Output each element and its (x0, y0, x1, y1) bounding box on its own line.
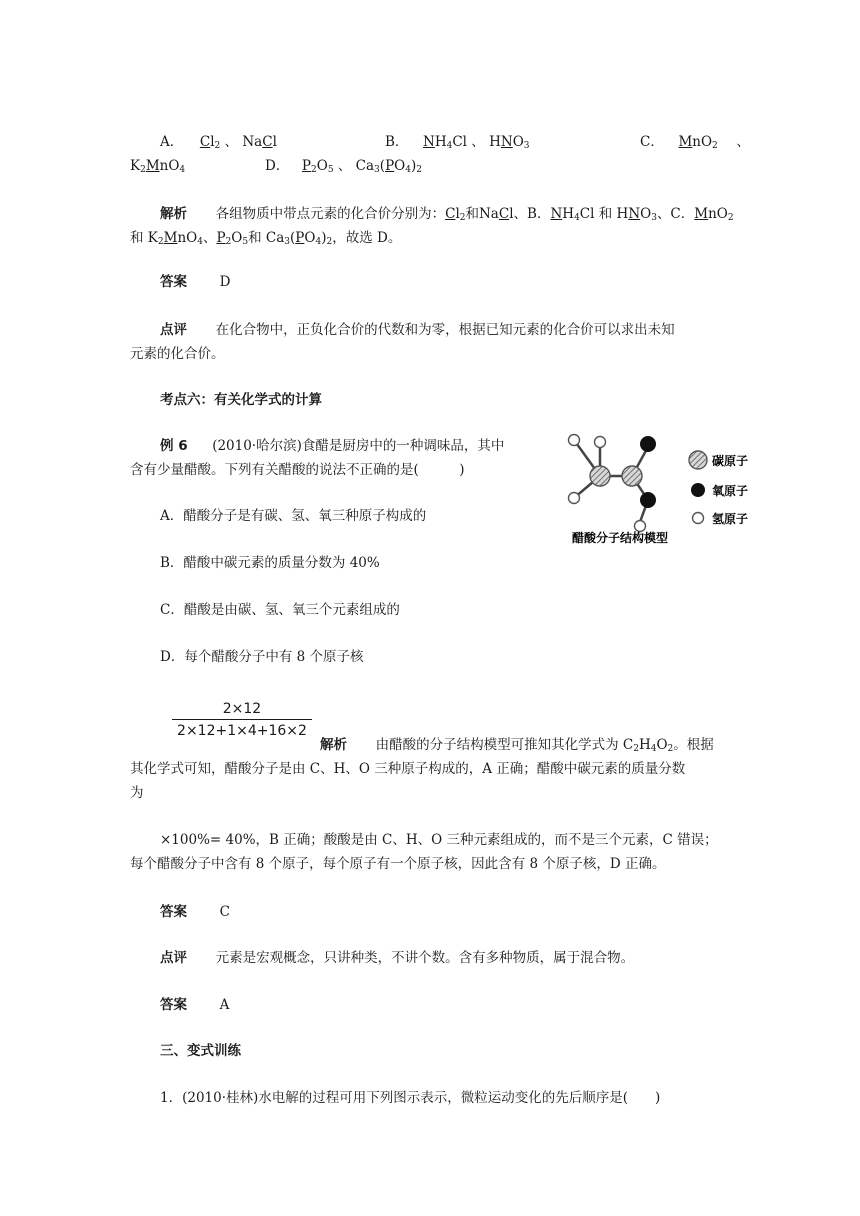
analysis-1-label: 解析 (160, 206, 187, 222)
option-d-formula-2: $Ca_3(PO_4)_2$ (355, 158, 422, 175)
oxygen-atom (640, 436, 656, 452)
carbon-atom (622, 466, 642, 486)
option-a-formula-2: NaCl (242, 134, 277, 150)
comment-1-label: 点评 (160, 322, 187, 338)
hydrogen-atom (595, 437, 606, 448)
carbon-atom (590, 466, 610, 486)
example-6-line-2: 含有少量醋酸。下列有关醋酸的说法不正确的是( ) (130, 462, 465, 478)
acetic-acid-molecule-model (560, 412, 770, 552)
answer-2 (160, 902, 230, 922)
option-c-formula-1: MnO$_2$ (678, 134, 718, 151)
analysis-1-line-1: 解析 各组物质中带点元素的化合价分别为：$Cl_2$和NaCl、B．$NH_4Cl$ 和 $HNO_3$、C．MnO$_2$ (160, 206, 734, 223)
option-line-2 (130, 156, 185, 176)
hydrogen-atom (569, 493, 580, 504)
answer-1-label: 答案 (160, 274, 187, 290)
answer-3-label: 答案 (160, 997, 187, 1013)
answer-1-value: D (219, 274, 231, 290)
option-b: B． $NH_4Cl$ 、 $HNO_3$ (385, 134, 530, 151)
comment-1-line-1: 点评 在化合物中，正负化合价的代数和为零，根据已知元素的化合价可以求出未知 (160, 322, 675, 338)
analysis-2-line-4: ×100%= 40%，B 正确；酸酸是由 C、H、O 三种元素组成的，而不是三个元素，C 错误； (160, 832, 718, 848)
fraction-denominator: 2×12+1×4+16×2 (177, 723, 307, 739)
analysis-2-label: 解析 (320, 737, 347, 753)
analysis-2-line-2: 其化学式可知，醋酸分子是由 C、H、O 三种原子构成的，A 正确；醋酸中碳元素的质量分数 (130, 761, 686, 777)
example-6-option-c: C．醋酸是由碳、氢、氧三个元素组成的 (160, 602, 400, 618)
option-c-formula-2: $K_2MnO_4$ (130, 158, 186, 175)
fraction-bar (172, 719, 312, 720)
analysis-2-line-1: 解析 由醋酸的分子结构模型可推知其化学式为 $C_2H_4O_2$。根据 (320, 737, 714, 754)
fraction-numerator: 2×12 (222, 701, 262, 717)
answer-3-value: A (219, 997, 230, 1013)
analysis-2-line-3: 为 (130, 785, 144, 801)
option-d: D． $P_2O_5$ 、 $Ca_3(PO_4)_2$ (265, 158, 422, 175)
comment-2: 点评 元素是宏观概念，只讲种类，不讲个数。含有多种物质，属于混合物。 (160, 950, 635, 966)
comment-2-label: 点评 (160, 950, 187, 966)
legend-carbon-icon (689, 451, 707, 469)
example-6-line-1: 例 6 (2010·哈尔滨)食醋是厨房中的一种调味品，其中 (160, 438, 505, 454)
option-line-1: A． $Cl_2$ 、 NaCl (160, 134, 277, 151)
legend-hydrogen-label: 氢原子 (712, 512, 749, 526)
answer-2-value: C (219, 904, 230, 920)
option-c: C． MnO$_2$ 、 (640, 134, 750, 151)
analysis-2-line-5: 每个醋酸分子中含有 8 个原子，每个原子有一个原子核，因此含有 8 个原子核，D 正确。 (130, 856, 666, 872)
molecule-caption: 醋酸分子结构模型 (572, 531, 669, 545)
answer-3 (160, 995, 229, 1015)
legend-oxygen-icon (691, 483, 705, 497)
option-b-label: B． (385, 134, 409, 150)
section-6-title: 考点六：有关化学式的计算 (160, 392, 322, 408)
legend-hydrogen-icon (693, 513, 704, 524)
option-a-formula-1: $Cl_2$ (199, 134, 221, 151)
example-6-label: 例 6 (160, 438, 188, 454)
option-d-label: D． (265, 158, 290, 174)
example-6-option-b: B．醋酸中碳元素的质量分数为 40% (160, 555, 380, 571)
option-b-formula-2: $HNO_3$ (489, 134, 530, 151)
section-3-title: 三、变式训练 (160, 1043, 241, 1059)
oxygen-atom (640, 492, 656, 508)
legend-oxygen-label: 氧原子 (712, 484, 749, 498)
analysis-1-line-2: 和 $K_2MnO_4$、$P_2O_5$和 $Ca_3(PO_4)_2$，故选 D。 (130, 230, 402, 247)
option-c-label: C． (640, 134, 664, 150)
example-6-option-d: D．每个醋酸分子中有 8 个原子核 (160, 649, 364, 665)
option-b-formula-1: $NH_4Cl$ (423, 134, 467, 151)
mass-fraction-formula (172, 700, 312, 740)
comment-1-line-2: 元素的化合价。 (130, 346, 225, 362)
option-d-formula-1: $P_2O_5$ (301, 158, 334, 175)
legend-carbon-label: 碳原子 (712, 454, 749, 468)
exercise-1: 1．(2010·桂林)水电解的过程可用下列图示表示，微粒运动变化的先后顺序是( ) (160, 1090, 661, 1106)
option-a-label: A． (160, 134, 184, 150)
hydrogen-atom (569, 435, 580, 446)
example-6-option-a: A．醋酸分子是有碳、氢、氧三种原子构成的 (160, 508, 427, 524)
answer-2-label: 答案 (160, 904, 187, 920)
hydrogen-atom (635, 521, 646, 532)
answer-1 (160, 272, 230, 292)
